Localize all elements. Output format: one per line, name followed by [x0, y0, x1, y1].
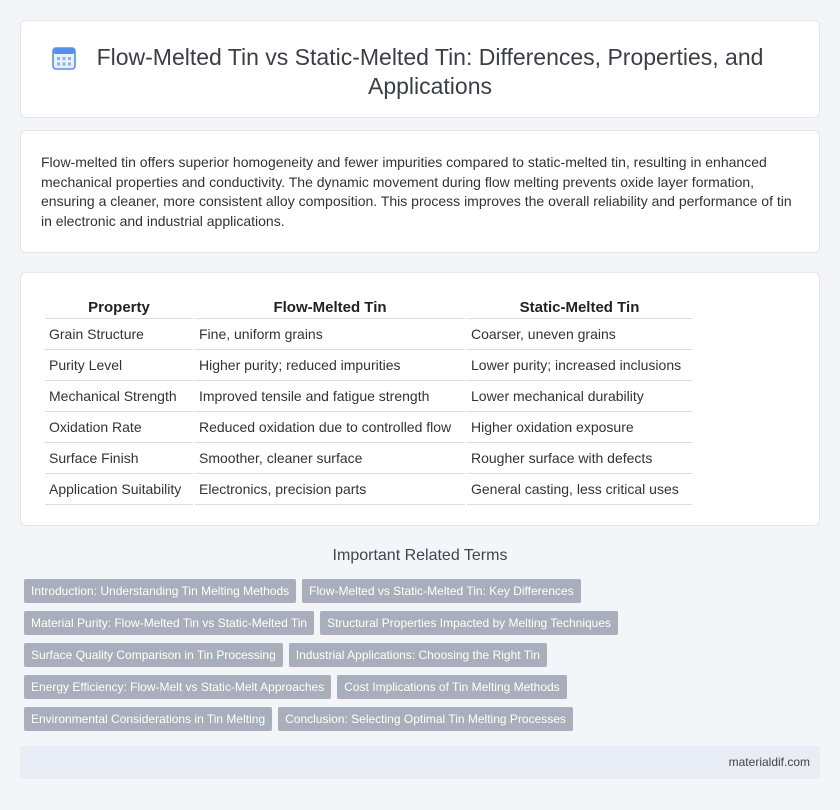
related-term-tag[interactable]: Surface Quality Comparison in Tin Processing	[24, 643, 283, 667]
page-title: Flow-Melted Tin vs Static-Melted Tin: Differences, Properties, and Applications	[96, 44, 764, 99]
table-cell: Lower mechanical durability	[467, 381, 692, 412]
table-cell: Higher oxidation exposure	[467, 412, 692, 443]
comparison-table-card	[20, 272, 820, 526]
table-cell: Lower purity; increased inclusions	[467, 350, 692, 381]
table-cell: Electronics, precision parts	[195, 474, 465, 505]
table-cell: Purity Level	[45, 350, 193, 381]
related-term-tag[interactable]: Material Purity: Flow-Melted Tin vs Static-Melted Tin	[24, 611, 314, 635]
tag-row	[24, 611, 804, 635]
table-cell: Oxidation Rate	[45, 412, 193, 443]
table-cell: General casting, less critical uses	[467, 474, 692, 505]
table-cell: Reduced oxidation due to controlled flow	[195, 412, 465, 443]
table-cell: Surface Finish	[45, 443, 193, 474]
header-card	[20, 20, 820, 118]
table-cell: Coarser, uneven grains	[467, 319, 692, 350]
table-cell: Grain Structure	[45, 319, 193, 350]
column-header: Static-Melted Tin	[467, 295, 692, 319]
table-row	[45, 443, 692, 474]
intro-text: Flow-melted tin offers superior homogeneity and fewer impurities compared to static-melted tin, resulting in enhanced mechanical properties and conductivity. The dynamic movement during flow melting prevents oxide layer formation, ensuring a cleaner, more consistent alloy composition. This process improves the overall reliability and performance of tin in electronic and industrial applications.	[41, 154, 792, 229]
comparison-table	[43, 295, 694, 505]
tag-row	[24, 707, 804, 731]
table-cell: Rougher surface with defects	[467, 443, 692, 474]
table-row	[45, 381, 692, 412]
related-terms-heading: Important Related Terms	[332, 547, 508, 564]
related-term-tag[interactable]: Cost Implications of Tin Melting Methods	[337, 675, 566, 699]
tag-row	[24, 643, 804, 667]
table-row	[45, 474, 692, 505]
related-term-tag[interactable]: Structural Properties Impacted by Melting Techniques	[320, 611, 618, 635]
table-cell: Application Suitability	[45, 474, 193, 505]
related-term-tag[interactable]: Industrial Applications: Choosing the Right Tin	[289, 643, 547, 667]
footer	[20, 746, 820, 779]
table-row	[45, 412, 692, 443]
related-terms-list	[24, 579, 804, 739]
table-row	[45, 350, 692, 381]
footer-site-link[interactable]: materialdif.com	[728, 755, 810, 769]
tag-row	[24, 579, 804, 603]
table-cell: Smoother, cleaner surface	[195, 443, 465, 474]
intro-card	[20, 130, 820, 253]
table-cell: Higher purity; reduced impurities	[195, 350, 465, 381]
table-header-row	[45, 295, 692, 319]
related-term-tag[interactable]: Environmental Considerations in Tin Melting	[24, 707, 272, 731]
column-header: Property	[45, 295, 193, 319]
table-cell: Mechanical Strength	[45, 381, 193, 412]
table-cell: Fine, uniform grains	[195, 319, 465, 350]
tag-row	[24, 675, 804, 699]
related-term-tag[interactable]: Energy Efficiency: Flow-Melt vs Static-Melt Approaches	[24, 675, 331, 699]
related-term-tag[interactable]: Conclusion: Selecting Optimal Tin Melting Processes	[278, 707, 573, 731]
table-row	[45, 319, 692, 350]
related-term-tag[interactable]: Introduction: Understanding Tin Melting Methods	[24, 579, 296, 603]
table-cell: Improved tensile and fatigue strength	[195, 381, 465, 412]
column-header: Flow-Melted Tin	[195, 295, 465, 319]
related-term-tag[interactable]: Flow-Melted vs Static-Melted Tin: Key Differences	[302, 579, 581, 603]
